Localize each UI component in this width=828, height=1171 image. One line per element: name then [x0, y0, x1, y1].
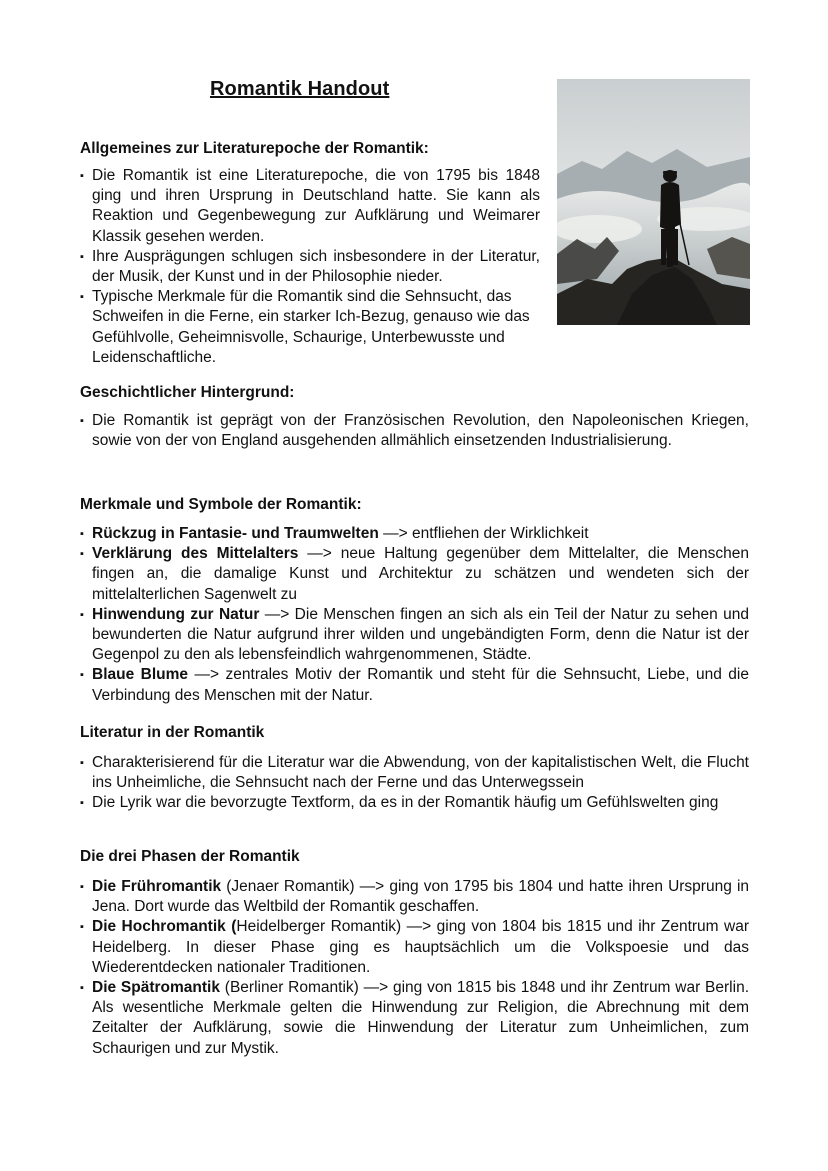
- item-term: Die Frühromantik: [92, 878, 222, 895]
- list-merkmale: [80, 524, 749, 706]
- list-item: ▪ Ihre Ausprägungen schlugen sich insbesondere in der Literatur, der Musik, der Kunst und in der Philosophie nieder.: [80, 247, 540, 287]
- item-text: —> entfliehen der Wirklichkeit: [378, 525, 589, 542]
- list-item: [80, 605, 749, 666]
- wanderer-painting: [557, 79, 750, 325]
- list-item: ▪ Die Lyrik war die bevorzugte Textform, da es in der Romantik häufig um Gefühlswelten ging: [80, 793, 749, 813]
- item-term: Die Hochromantik (: [92, 918, 237, 936]
- item-text: Heidelberger Romantik) —> ging von 1804 bis 1815 und ihr Zentrum war Heidelberg. In dieser Phase ging es hauptsächlich um die Volkspoesie und das Wiederentdecken nationaler Traditionen.: [92, 918, 749, 976]
- heading-allgemeines: Allgemeines zur Literaturepoche der Romantik:: [80, 140, 429, 157]
- list-item: [80, 877, 749, 917]
- item-term: Die Spätromantik: [92, 979, 220, 997]
- list-item: [80, 978, 749, 1059]
- list-item: [80, 524, 749, 544]
- list-item: [80, 917, 749, 978]
- list-item: ▪ Die Romantik ist geprägt von der Französischen Revolution, den Napoleonischen Kriegen, sowie von der von England ausgehenden allmählich einsetzenden Industrialisierung.: [80, 411, 749, 451]
- list-allgemeines: [80, 166, 540, 368]
- item-term: Verklärung des Mittelalters: [92, 545, 299, 563]
- item-text: (Jenaer Romantik) —> ging von 1795 bis 1804 und hatte ihren Ursprung in Jena. Dort wurde das Weltbild der Romantik geschaffen.: [92, 878, 750, 916]
- list-phasen: [80, 877, 749, 1059]
- page-title: Romantik Handout: [210, 78, 390, 100]
- item-text: —> Die Menschen fingen an sich als ein Teil der Natur zu sehen und bewunderten die Natur aufgrund ihrer wilden und ungebändigten Form, denn die Natur ist der Gegenpol zu den als lebensfeindlich wahrgenommenen, Städte.: [92, 605, 749, 664]
- list-item: ▪ Charakterisierend für die Literatur war die Abwendung, von der kapitalistischen Welt, die Flucht ins Unheimliche, die Sehnsucht nach der Ferne und das Unterwegssein: [80, 753, 749, 793]
- item-term: Hinwendung zur Natur: [92, 605, 260, 623]
- list-literatur: [80, 753, 749, 814]
- item-text: —> zentrales Motiv der Romantik und steht für die Sehnsucht, Liebe, und die Verbindung des Menschen mit der Natur.: [92, 666, 749, 704]
- item-term: Rückzug in Fantasie- und Traumwelten: [92, 525, 379, 542]
- heading-geschichte: Geschichtlicher Hintergrund:: [80, 384, 295, 401]
- heading-literatur: Literatur in der Romantik: [80, 724, 265, 741]
- item-text: —> neue Haltung gegenüber dem Mittelalter, die Menschen fingen an, die damalige Kunst und Architektur zu schätzen und wendeten sich der mittelalterlichen Sagenwelt zu: [92, 545, 749, 603]
- heading-merkmale: Merkmale und Symbole der Romantik:: [80, 496, 362, 513]
- list-item: [80, 544, 749, 605]
- item-term: Blaue Blume: [92, 666, 189, 684]
- heading-phasen: Die drei Phasen der Romantik: [80, 848, 300, 865]
- list-item: ▪ Typische Merkmale für die Romantik sind die Sehnsucht, das Schweifen in die Ferne, ein starker Ich-Bezug, genauso wie das Gefühlvolle, Geheimnisvolle, Schaurige, Unterbewusste und Leidenschaftliche.: [80, 287, 540, 368]
- item-text: (Berliner Romantik) —> ging von 1815 bis 1848 und ihr Zentrum war Berlin. Als wesentliche Merkmale gelten die Hinwendung zur Religion, die Abrechnung mit dem Zeitalter der Aufklärung, sowie die Hinwendung der Literatur zum Unheimlichen, zum Schaurigen und zur Mystik.: [92, 979, 749, 1057]
- list-item: ▪ Die Romantik ist eine Literaturepoche, die von 1795 bis 1848 ging und ihren Ursprung in Deutschland hatte. Sie kann als Reaktion und Gegenbewegung zur Aufklärung und Weimarer Klassik gesehen werden.: [80, 166, 540, 247]
- list-item: [80, 665, 749, 705]
- list-geschichte: [80, 411, 749, 451]
